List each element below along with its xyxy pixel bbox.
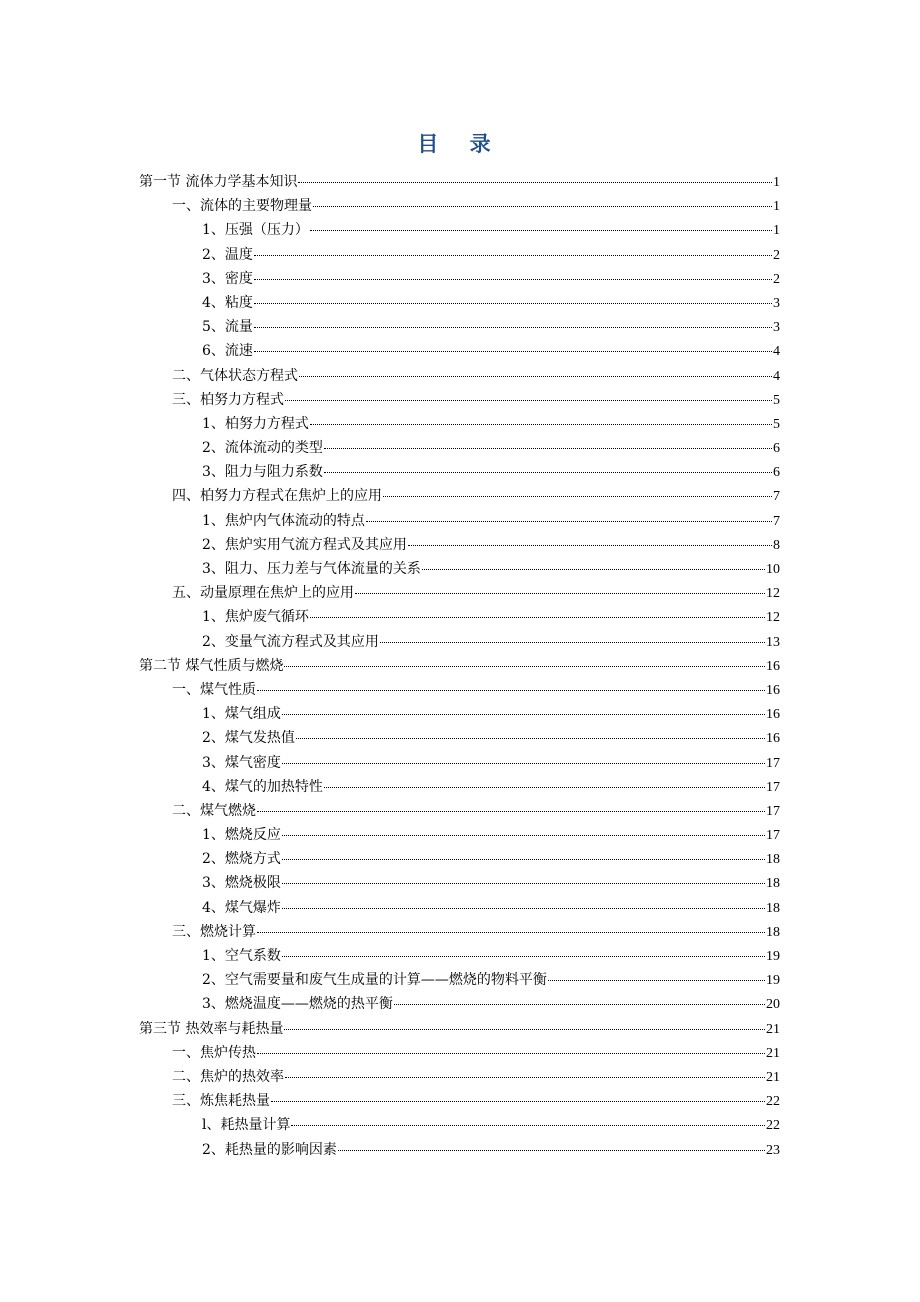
toc-entry[interactable] (139, 654, 780, 678)
toc-entry-label: 三、柏努力方程式 (172, 391, 284, 408)
dot-leader (282, 908, 765, 909)
toc-entry-page: 4 (773, 344, 780, 360)
toc-entry-label: 2、耗热量的影响因素 (202, 1141, 337, 1158)
dot-leader (408, 545, 772, 546)
toc-entry-label: 第二节 煤气性质与燃烧 (139, 657, 284, 674)
toc-entry-page: 19 (766, 949, 780, 964)
toc-entry[interactable] (139, 1017, 780, 1041)
toc-entry-page: 20 (766, 997, 780, 1013)
toc-entry-page: 17 (766, 828, 780, 844)
dot-leader (254, 279, 772, 280)
toc-entry-page: 12 (766, 586, 780, 602)
toc-entry-label: 3、燃烧极限 (202, 875, 281, 892)
dot-leader (383, 496, 772, 497)
dot-leader (299, 376, 772, 377)
toc-entry-label: 1、焦炉废气循环 (202, 609, 309, 626)
dot-leader (548, 980, 765, 981)
dot-leader (257, 1053, 765, 1054)
dot-leader (285, 1077, 765, 1078)
toc-entry[interactable] (139, 170, 780, 194)
dot-leader (282, 714, 765, 715)
toc-entry-page: 18 (766, 900, 780, 916)
toc-entry[interactable] (139, 1138, 780, 1162)
dot-leader (324, 787, 765, 788)
toc-entry-label: 2、煤气发热值 (202, 730, 295, 747)
toc-entry[interactable] (139, 1065, 780, 1089)
toc-entry-page: 4 (773, 368, 780, 384)
toc-entry[interactable] (139, 509, 780, 533)
toc-entry[interactable] (139, 1041, 780, 1065)
dot-leader (291, 1125, 765, 1126)
toc-entry[interactable] (139, 678, 780, 702)
toc-entry-page: 3 (773, 295, 780, 311)
toc-entry[interactable] (139, 412, 780, 436)
toc-entry-page: 2 (773, 271, 780, 287)
toc-entry[interactable] (139, 315, 780, 339)
dot-leader (284, 1029, 765, 1030)
toc-entry-page: 17 (766, 803, 780, 819)
toc-entry-page: 10 (766, 562, 780, 577)
toc-entry-page: 17 (766, 779, 780, 795)
toc-entry[interactable] (139, 605, 780, 629)
toc-entry-page: 1 (773, 223, 780, 239)
toc-entry[interactable] (139, 920, 780, 944)
toc-entry-label: 一、焦炉传热 (172, 1044, 256, 1061)
toc-entry-label: 四、柏努力方程式在焦炉上的应用 (172, 488, 382, 505)
dot-leader (282, 835, 765, 836)
toc-entry-label: 4、粘度 (202, 294, 253, 311)
dot-leader (310, 230, 772, 231)
toc-entry-label: 1、柏努力方程式 (202, 415, 309, 432)
toc-entry-page: 1 (773, 199, 780, 215)
toc-entry-page: 19 (766, 973, 780, 989)
toc-entry[interactable] (139, 533, 780, 557)
toc-entry[interactable] (139, 436, 780, 460)
dot-leader (282, 763, 765, 764)
toc-entry-label: 1、压强（压力） (202, 222, 309, 239)
dot-leader (310, 424, 772, 425)
dot-leader (254, 327, 772, 328)
toc-entry[interactable] (139, 823, 780, 847)
toc-entry-label: 一、煤气性质 (172, 681, 256, 698)
toc-entry[interactable] (139, 896, 780, 920)
toc-entry-label: 二、煤气燃烧 (172, 802, 256, 819)
toc-entry[interactable] (139, 460, 780, 484)
toc-entry-label: 1、煤气组成 (202, 706, 281, 723)
toc-entry-label: 1、焦炉内气体流动的特点 (202, 512, 365, 529)
toc-entry-page: 22 (766, 1094, 780, 1110)
dot-leader (296, 738, 765, 739)
dot-leader (355, 593, 765, 594)
toc-entry[interactable] (139, 968, 780, 992)
toc-entry-page: 2 (773, 247, 780, 263)
toc-entry[interactable] (139, 581, 780, 605)
toc-entry-label: l、耗热量计算 (202, 1117, 291, 1134)
toc-entry-page: 23 (766, 1142, 780, 1158)
toc-entry-label: 3、密度 (202, 270, 253, 287)
dot-leader (285, 400, 772, 401)
toc-entry[interactable] (139, 194, 780, 218)
dot-leader (366, 521, 772, 522)
toc-entry-page: 8 (773, 537, 780, 553)
toc-entry[interactable] (139, 484, 780, 508)
toc-entry[interactable] (139, 243, 780, 267)
toc-entry-page: 16 (766, 682, 780, 698)
toc-entry-label: 五、动量原理在焦炉上的应用 (172, 585, 354, 602)
toc-entry-page: 1 (773, 175, 780, 190)
toc-entry-label: 二、焦炉的热效率 (172, 1068, 284, 1085)
toc-entry[interactable] (139, 775, 780, 799)
dot-leader (257, 811, 765, 812)
dot-leader (380, 642, 765, 643)
toc-entry-label: 3、阻力与阻力系数 (202, 464, 323, 481)
dot-leader (298, 182, 772, 183)
toc-entry[interactable] (139, 1113, 780, 1137)
toc-entry-label: 2、流体流动的类型 (202, 440, 323, 457)
toc-entry-label: 4、煤气的加热特性 (202, 778, 323, 795)
toc-entry-label: 1、燃烧反应 (202, 827, 281, 844)
toc-entry-page: 16 (766, 731, 780, 747)
toc-entry[interactable] (139, 944, 780, 968)
toc-entry-page: 5 (773, 416, 780, 432)
toc-entry-label: 3、煤气密度 (202, 754, 281, 771)
toc-entry-label: 第一节 流体力学基本知识 (139, 174, 298, 190)
toc-entry[interactable] (139, 630, 780, 654)
toc-entry-page: 5 (773, 392, 780, 408)
toc-entry-label: 三、炼焦耗热量 (172, 1093, 270, 1110)
dot-leader (282, 859, 765, 860)
toc-entry-label: 一、流体的主要物理量 (172, 198, 312, 215)
toc-entry[interactable] (139, 702, 780, 726)
toc-entry-page: 12 (766, 610, 780, 626)
dot-leader (254, 303, 772, 304)
dot-leader (422, 569, 765, 570)
toc-entry-page: 16 (766, 707, 780, 723)
toc-entry[interactable] (139, 218, 780, 242)
toc-entry-page: 18 (766, 852, 780, 868)
toc-entry-page: 21 (766, 1021, 780, 1037)
dot-leader (282, 956, 765, 957)
toc-entry-page: 7 (773, 513, 780, 529)
toc-entry-label: 3、燃烧温度——燃烧的热平衡 (202, 996, 393, 1013)
toc-entry[interactable] (139, 557, 780, 581)
toc-entry-page: 3 (773, 320, 780, 336)
toc-entry-page: 18 (766, 876, 780, 892)
dot-leader (394, 1004, 765, 1005)
dot-leader (313, 206, 772, 207)
toc-entry-label: 三、燃烧计算 (172, 923, 256, 940)
dot-leader (284, 666, 765, 667)
toc-entry[interactable] (139, 799, 780, 823)
toc-entry-label: 5、流量 (202, 319, 253, 336)
toc-entry[interactable] (139, 751, 780, 775)
toc-entry-label: 4、煤气爆炸 (202, 899, 281, 916)
table-of-contents (139, 170, 780, 1162)
toc-entry-page: 6 (773, 441, 780, 457)
dot-leader (257, 932, 765, 933)
dot-leader (324, 472, 772, 473)
dot-leader (310, 617, 765, 618)
toc-entry-label: 1、空气系数 (202, 948, 281, 964)
toc-entry-label: 2、温度 (202, 246, 253, 263)
dot-leader (254, 351, 772, 352)
toc-entry-label: 第三节 热效率与耗热量 (139, 1020, 284, 1037)
toc-entry[interactable] (139, 267, 780, 291)
toc-entry-page: 7 (773, 489, 780, 505)
toc-entry[interactable] (139, 871, 780, 895)
toc-entry-label: 3、阻力、压力差与气体流量的关系 (202, 561, 421, 577)
dot-leader (271, 1101, 765, 1102)
dot-leader (338, 1150, 765, 1151)
toc-entry[interactable] (139, 992, 780, 1016)
toc-entry[interactable] (139, 1089, 780, 1113)
dot-leader (254, 255, 772, 256)
toc-entry-page: 18 (766, 924, 780, 940)
toc-entry-page: 16 (766, 658, 780, 674)
toc-entry[interactable] (139, 847, 780, 871)
toc-entry-page: 21 (766, 1069, 780, 1085)
toc-entry-page: 17 (766, 755, 780, 771)
toc-entry[interactable] (139, 388, 780, 412)
toc-entry[interactable] (139, 291, 780, 315)
toc-entry-page: 13 (766, 634, 780, 650)
dot-leader (257, 690, 765, 691)
dot-leader (324, 448, 772, 449)
dot-leader (282, 883, 765, 884)
toc-entry[interactable] (139, 364, 780, 388)
toc-entry-label: 2、空气需要量和废气生成量的计算——燃烧的物料平衡 (202, 972, 547, 989)
toc-entry-label: 二、气体状态方程式 (172, 367, 298, 384)
page-title: 目 录 (417, 131, 503, 156)
toc-entry-page: 22 (766, 1118, 780, 1134)
toc-entry[interactable] (139, 339, 780, 363)
toc-entry-label: 6、流速 (202, 343, 253, 360)
toc-entry-page: 6 (773, 465, 780, 481)
toc-entry[interactable] (139, 726, 780, 750)
toc-entry-page: 21 (766, 1045, 780, 1061)
toc-entry-label: 2、燃烧方式 (202, 851, 281, 868)
toc-entry-label: 2、焦炉实用气流方程式及其应用 (202, 536, 407, 553)
toc-entry-label: 2、变量气流方程式及其应用 (202, 633, 379, 650)
